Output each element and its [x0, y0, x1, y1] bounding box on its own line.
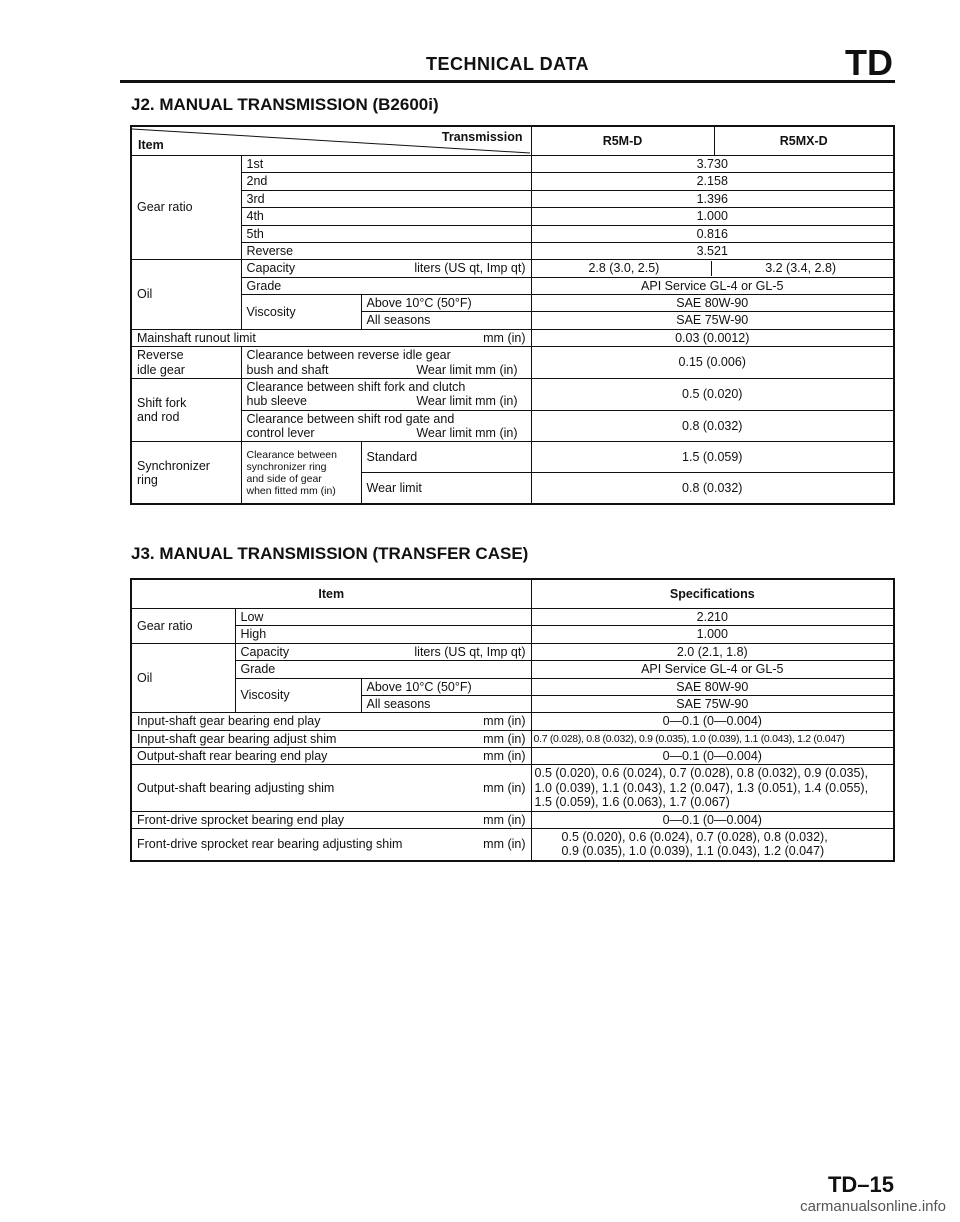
- shift-fork-desc-a: [241, 378, 531, 410]
- header-item: Item: [138, 137, 164, 152]
- row-value-line: 0.5 (0.020), 0.6 (0.024), 0.7 (0.028), 0.8 (0.032), 0.9 (0.035),: [534, 766, 869, 781]
- synchro-label: [131, 442, 241, 505]
- oil-grade-value: API Service GL-4 or GL-5: [531, 277, 894, 294]
- shift-fork-label-2: and rod: [137, 410, 180, 425]
- oil-capacity-label: Capacity: [240, 644, 290, 659]
- reverse-idle-label-1: Reverse: [137, 348, 184, 363]
- reverse-idle-value: 0.15 (0.006): [531, 347, 894, 379]
- page-header: [120, 42, 895, 84]
- table-row: [131, 126, 894, 156]
- shift-fork-a-desc-2b: Wear limit mm (in): [416, 394, 518, 409]
- synchro-std-label: Standard: [361, 442, 531, 473]
- synchro-desc-1: Clearance between: [246, 448, 337, 461]
- capacity-r5mx: 3.2 (3.4, 2.8): [765, 261, 837, 276]
- reverse-idle-desc: [241, 347, 531, 379]
- header-rule: [120, 80, 895, 83]
- oil-grade-label: Grade: [235, 661, 531, 678]
- table-row: [131, 329, 894, 346]
- synchro-label-1: Synchronizer: [137, 458, 210, 473]
- row-value: 0—0.1 (0—0.004): [531, 748, 894, 765]
- row-value-line: 1.0 (0.039), 1.1 (0.043), 1.2 (0.047), 1.3 (0.051), 1.4 (0.055),: [534, 780, 869, 795]
- shift-fork-a-value: 0.5 (0.020): [531, 378, 894, 410]
- header-transmission: Transmission: [441, 130, 523, 144]
- oil-label: Oil: [131, 260, 241, 330]
- row-label: Input-shaft gear bearing end play: [137, 714, 321, 729]
- synchro-desc: [241, 442, 361, 505]
- table-row: [131, 347, 894, 379]
- row-unit: mm (in): [483, 812, 526, 827]
- gear-name: 1st: [241, 156, 531, 173]
- reverse-idle-desc-2a: bush and shaft: [246, 362, 329, 377]
- gear-value: 1.000: [531, 208, 894, 225]
- table-row: [131, 260, 894, 277]
- row-unit: mm (in): [483, 749, 526, 763]
- row-value-line: 0.9 (0.035), 1.0 (0.039), 1.1 (0.043), 1.2 (0.047): [561, 844, 825, 859]
- gear-ratio-label: Gear ratio: [131, 609, 235, 644]
- shift-fork-label: [131, 378, 241, 442]
- gear-low-label: Low: [235, 609, 531, 626]
- visc-above-value: SAE 80W-90: [531, 678, 894, 695]
- oil-capacity-values: [531, 260, 894, 277]
- reverse-idle-label-2: idle gear: [137, 362, 185, 377]
- j3-spec-table: [130, 578, 895, 862]
- row-unit: mm (in): [483, 714, 526, 729]
- j2-section-title: J2. MANUAL TRANSMISSION (B2600i): [131, 95, 439, 114]
- table-row: [131, 225, 894, 242]
- row-label-cell: [131, 748, 531, 765]
- runout-value: 0.03 (0.0012): [531, 329, 894, 346]
- table-row: [131, 410, 894, 442]
- gear-name: 3rd: [241, 190, 531, 207]
- diagonal-header-cell: [131, 126, 531, 156]
- j3-section-title: J3. MANUAL TRANSMISSION (TRANSFER CASE): [131, 544, 529, 563]
- gear-value: 2.158: [531, 173, 894, 190]
- gear-value: 3.730: [531, 156, 894, 173]
- table-row: [131, 277, 894, 294]
- gear-high-label: High: [235, 626, 531, 643]
- gear-low-value: 2.210: [531, 609, 894, 626]
- visc-above-label: Above 10°C (50°F): [361, 678, 531, 695]
- table-row: [131, 242, 894, 259]
- row-label: Front-drive sprocket bearing end play: [137, 812, 345, 827]
- shift-fork-label-1: Shift fork: [137, 395, 187, 410]
- synchro-desc-2: synchronizer ring: [246, 460, 327, 473]
- table-row: [131, 156, 894, 173]
- row-value-multiline: [531, 765, 894, 811]
- shift-fork-a-desc-1: Clearance between shift fork and clutch: [246, 379, 466, 394]
- synchro-std-value: 1.5 (0.059): [531, 442, 894, 473]
- gear-name: 5th: [241, 225, 531, 242]
- oil-capacity-label: Capacity: [246, 261, 296, 276]
- page-title: TECHNICAL DATA: [426, 54, 589, 74]
- table-row: [131, 579, 894, 609]
- table-row: [131, 190, 894, 207]
- table-row: [131, 828, 894, 860]
- oil-capacity-cell: [235, 643, 531, 660]
- table-row: [131, 730, 894, 747]
- gear-high-value: 1.000: [531, 626, 894, 643]
- row-label-cell: [131, 713, 531, 730]
- table-row: [131, 811, 894, 828]
- table-row: [131, 748, 894, 765]
- section-code: TD: [845, 42, 893, 83]
- synchro-label-2: ring: [137, 472, 158, 487]
- header-specifications: Specifications: [531, 579, 894, 609]
- row-label-cell: [131, 828, 531, 860]
- table-row: [131, 609, 894, 626]
- watermark: carmanualsonline.info: [800, 1198, 946, 1215]
- oil-capacity-unit: liters (US qt, Imp qt): [414, 261, 526, 276]
- capacity-r5m: 2.8 (3.0, 2.5): [588, 261, 660, 276]
- table-row: [131, 378, 894, 410]
- shift-fork-b-value: 0.8 (0.032): [531, 410, 894, 442]
- row-unit: mm (in): [483, 780, 526, 795]
- oil-label: Oil: [131, 643, 235, 713]
- row-value: 0.7 (0.028), 0.8 (0.032), 0.9 (0.035), 1.0 (0.039), 1.1 (0.043), 1.2 (0.047): [531, 730, 894, 747]
- row-label: Output-shaft rear bearing end play: [137, 749, 328, 763]
- viscosity-label: Viscosity: [235, 678, 361, 713]
- table-row: [131, 626, 894, 643]
- row-unit: mm (in): [483, 731, 526, 746]
- gear-value: 3.521: [531, 242, 894, 259]
- row-value-multiline: [531, 828, 894, 860]
- oil-grade-label: Grade: [241, 277, 531, 294]
- runout-unit: mm (in): [483, 330, 526, 345]
- visc-all-label: All seasons: [361, 312, 531, 329]
- shift-fork-b-desc-2a: control lever: [246, 426, 315, 440]
- oil-capacity-cell: [241, 260, 531, 277]
- table-row: [131, 442, 894, 473]
- visc-all-label: All seasons: [361, 695, 531, 712]
- shift-fork-b-desc-2b: Wear limit mm (in): [416, 426, 518, 440]
- row-unit: mm (in): [483, 837, 526, 852]
- table-row: [131, 173, 894, 190]
- oil-capacity-value: 2.0 (2.1, 1.8): [531, 643, 894, 660]
- synchro-desc-3: and side of gear: [246, 472, 322, 485]
- visc-above-label: Above 10°C (50°F): [361, 295, 531, 312]
- row-label: Front-drive sprocket rear bearing adjusting shim: [137, 837, 403, 852]
- visc-all-value: SAE 75W-90: [531, 312, 894, 329]
- runout-cell: [131, 329, 531, 346]
- shift-fork-desc-b: [241, 410, 531, 442]
- table-row: [131, 661, 894, 678]
- table-row: [131, 643, 894, 660]
- gear-name: 4th: [241, 208, 531, 225]
- gear-name: Reverse: [241, 242, 531, 259]
- header-r5m: R5M-D: [531, 126, 714, 156]
- viscosity-label: Viscosity: [241, 295, 361, 330]
- synchro-wear-value: 0.8 (0.032): [531, 473, 894, 505]
- shift-fork-b-desc-1: Clearance between shift rod gate and: [246, 411, 455, 426]
- synchro-desc-4: when fitted mm (in): [246, 484, 336, 497]
- reverse-idle-desc-2b: Wear limit mm (in): [416, 362, 518, 377]
- table-row: [131, 678, 894, 695]
- visc-all-value: SAE 75W-90: [531, 695, 894, 712]
- row-label-cell: [131, 765, 531, 811]
- row-value: 0—0.1 (0—0.004): [531, 811, 894, 828]
- table-row: [131, 713, 894, 730]
- oil-capacity-unit: liters (US qt, Imp qt): [414, 644, 526, 659]
- page-number: TD–15: [827, 1172, 894, 1197]
- gear-name: 2nd: [241, 173, 531, 190]
- gear-ratio-label: Gear ratio: [131, 156, 241, 260]
- reverse-idle-desc-1: Clearance between reverse idle gear: [246, 348, 451, 363]
- gear-value: 1.396: [531, 190, 894, 207]
- visc-above-value: SAE 80W-90: [531, 295, 894, 312]
- reverse-idle-label: [131, 347, 241, 379]
- table-row: [131, 208, 894, 225]
- row-label: Output-shaft bearing adjusting shim: [137, 780, 335, 795]
- header-item: Item: [131, 579, 531, 609]
- row-value: 0—0.1 (0—0.004): [531, 713, 894, 730]
- header-r5mx: R5MX-D: [714, 126, 894, 156]
- row-label-cell: [131, 811, 531, 828]
- synchro-wear-label: Wear limit: [361, 473, 531, 505]
- table-row: [131, 765, 894, 811]
- shift-fork-a-desc-2a: hub sleeve: [246, 394, 307, 409]
- table-row: [131, 295, 894, 312]
- oil-grade-value: API Service GL-4 or GL-5: [531, 661, 894, 678]
- row-value-line: 0.5 (0.020), 0.6 (0.024), 0.7 (0.028), 0.8 (0.032),: [561, 829, 828, 844]
- row-value-line: 1.5 (0.059), 1.6 (0.063), 1.7 (0.067): [534, 795, 730, 810]
- runout-label: Mainshaft runout limit: [137, 330, 256, 345]
- j2-spec-table: [130, 125, 895, 505]
- gear-value: 0.816: [531, 225, 894, 242]
- row-label-cell: [131, 730, 531, 747]
- row-label: Input-shaft gear bearing adjust shim: [137, 731, 337, 746]
